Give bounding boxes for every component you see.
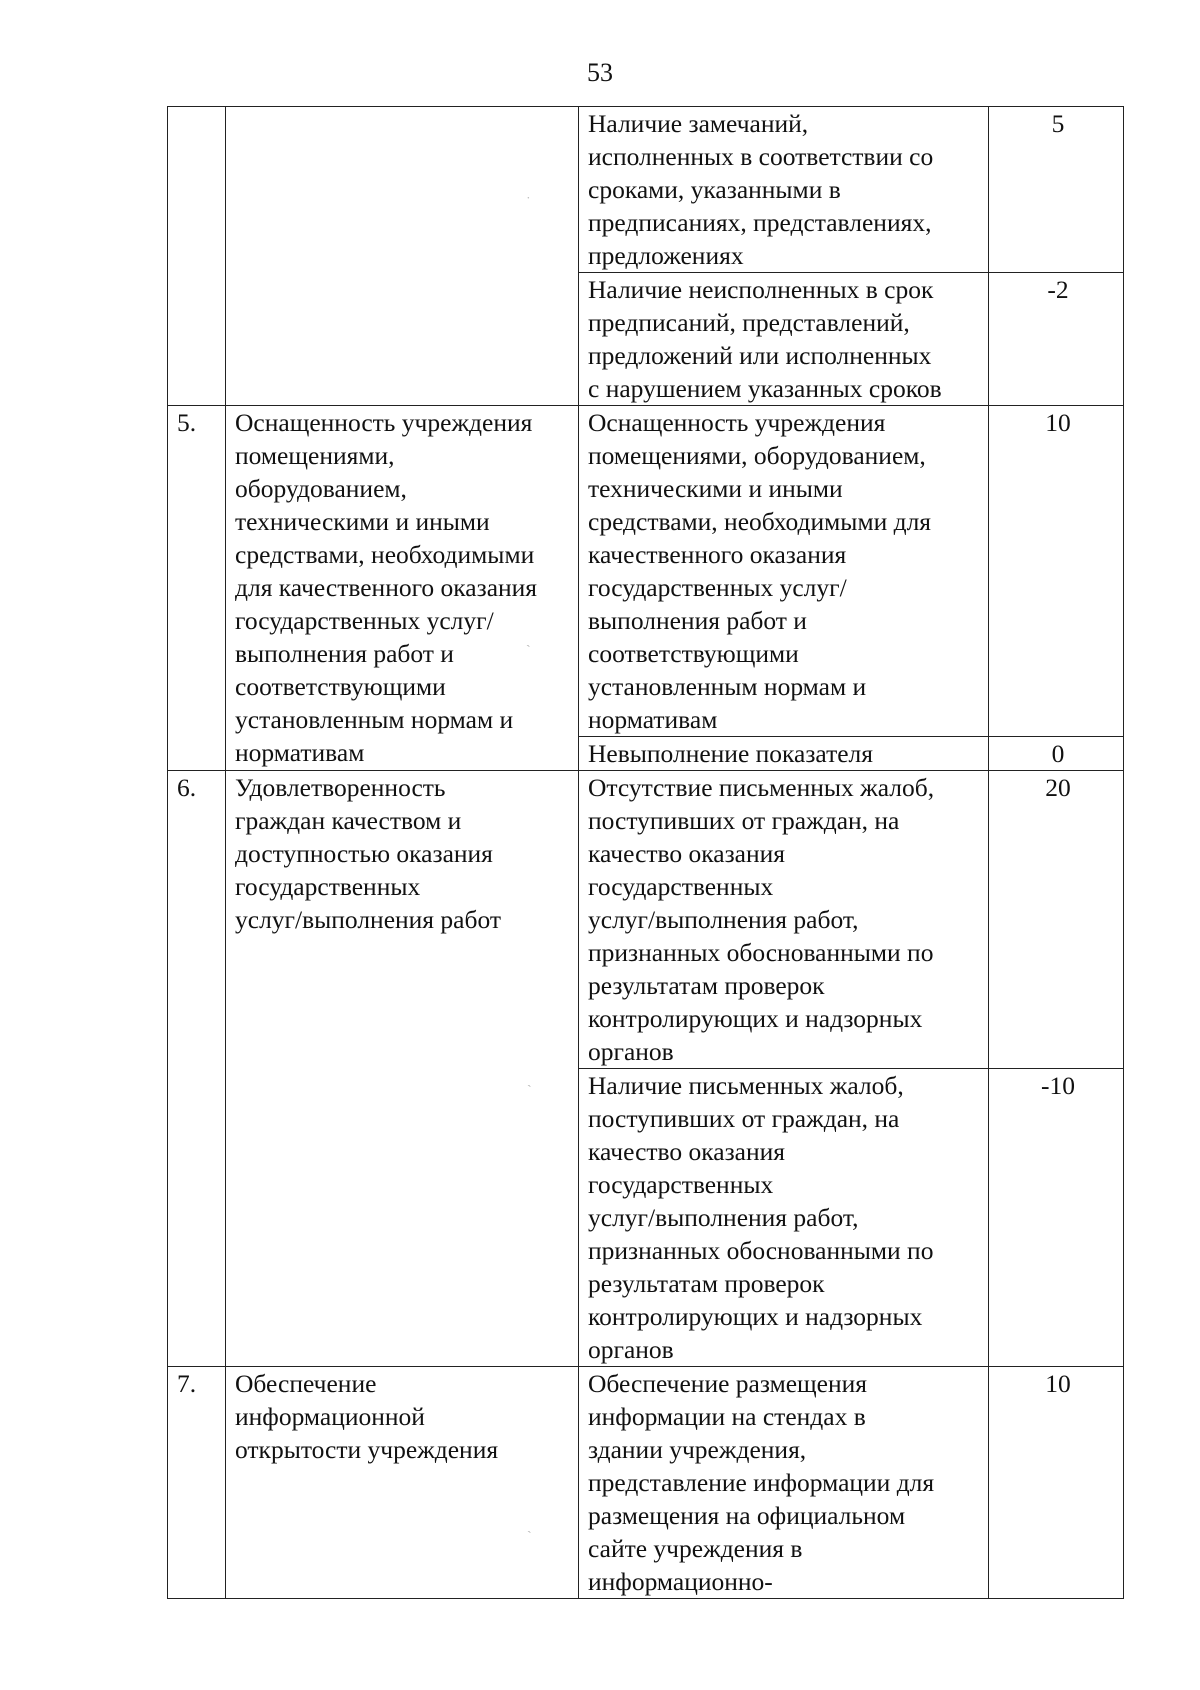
score-cell: 0 [989,737,1124,771]
table-row [168,107,1124,273]
indicator-cell: Оснащенность учреждения помещениями, оборудованием, техническими и иными средствами, необходимыми для качественного оказания государственных услуг/ выполнения работ и соответствующими установленным нормам и нормативам [579,406,989,737]
row-number: 5. [168,406,226,771]
table-row [168,771,1124,1069]
indicator-cell: Наличие письменных жалоб, поступивших от граждан, на качество оказания государственных услуг/выполнения работ, признанных обоснованными по результатам проверок контролирующих и надзорных органов [579,1069,989,1367]
scan-artifact: ˙ [526,195,531,210]
scan-artifact: ˏ [527,1519,532,1534]
table-row [168,406,1124,737]
criterion-cell: Оснащенность учреждения помещениями, оборудованием, техническими и иными средствами, необходимыми для качественного оказания государственных услуг/ выполнения работ и соответствующими установленным нормам и нормативам [226,406,579,771]
indicator-cell: Обеспечение размещения информации на стендах в здании учреждения, представление информации для размещения на официальном сайте учреждения в информационно- [579,1367,989,1599]
criterion-cell: Удовлетворенность граждан качеством и доступностью оказания государственных услуг/выполнения работ [226,771,579,1367]
row-number: 6. [168,771,226,1367]
table-row [168,1367,1124,1599]
score-cell: 10 [989,406,1124,737]
indicator-cell: Наличие неисполненных в срок предписаний, представлений, предложений или исполненных с нарушением указанных сроков [579,273,989,406]
criterion-cell [226,107,579,406]
score-cell: -2 [989,273,1124,406]
score-cell: 5 [989,107,1124,273]
page-number: 53 [587,58,613,87]
scan-artifact: ˏ [526,633,531,648]
row-number [168,107,226,406]
indicator-cell: Наличие замечаний, исполненных в соответствии со сроками, указанными в предписаниях, представлениях, предложениях [579,107,989,273]
row-number: 7. [168,1367,226,1599]
score-cell: -10 [989,1069,1124,1367]
criteria-table [167,106,1124,1599]
score-cell: 10 [989,1367,1124,1599]
scan-artifact: ˏ [527,1073,532,1088]
indicator-cell: Отсутствие письменных жалоб, поступивших от граждан, на качество оказания государственных услуг/выполнения работ, признанных обоснованными по результатам проверок контролирующих и надзорных органов [579,771,989,1069]
score-cell: 20 [989,771,1124,1069]
indicator-cell: Невыполнение показателя [579,737,989,771]
criterion-cell: Обеспечение информационной открытости учреждения [226,1367,579,1599]
